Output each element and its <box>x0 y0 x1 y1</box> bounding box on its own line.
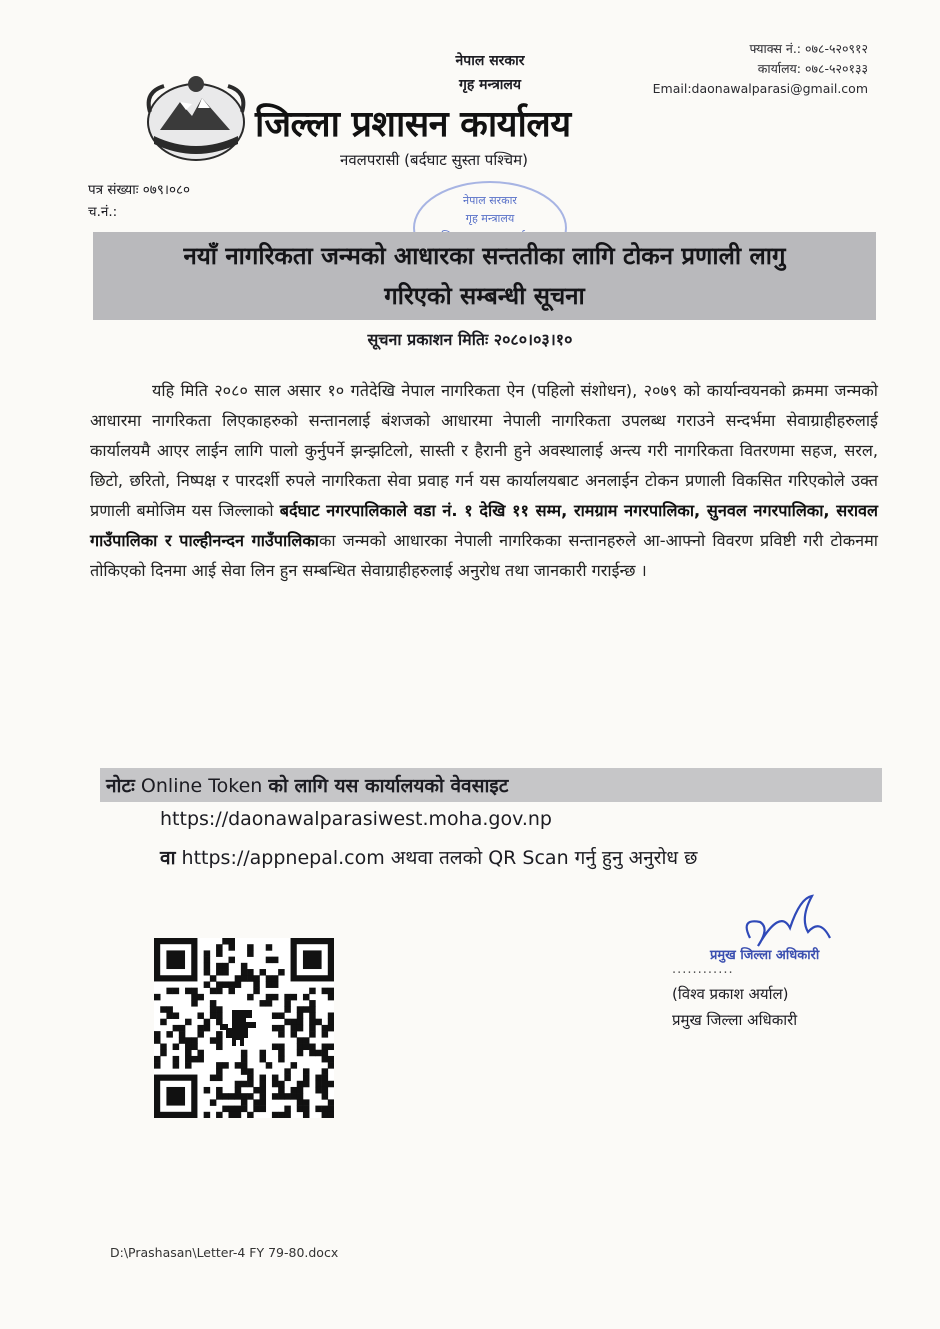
nepal-emblem-icon <box>140 72 252 164</box>
qr-code-icon[interactable] <box>154 938 334 1118</box>
publication-date: सूचना प्रकाशन मितिः २०८०।०३।१० <box>367 330 573 349</box>
body-part-1: यहि मिति २०८० साल असार १० गतेदेखि नेपाल नागरिकता ऐन (पहिलो संशोधन), २०७९ को कार्यान्वयनको क्रममा जन्मको आधारमा नागरिकता लिएकाहरुको सन्तानलाई बंशजको आधारमा नेपाली नागरिकता उपलब्ध गराउने सन्दर्भमा सेवाग्राहीहरुलाई कार्यालयमै आएर लाईन लागि पालो कुर्नुपर्ने झन्झटिलो, सास्ती र हैरानी हुने अवस्थालाई अन्त्य गरी नागरिकता वितरणमा सहज, सरल, छिटो, छरितो, निष्पक्ष र पारदर्शी रुपले नागरिकता सेवा प्रवाह गर्न यस कार्यालयबाट अनलाईन टोकन प्रणाली विकसित गरिएकोले उक्त प्रणाली बमोजिम यस जिल्लाको <box>90 381 878 520</box>
email-address: Email:daonawalparasi@gmail.com <box>652 81 868 96</box>
signature-stamp: प्रमुख जिल्ला अधिकारी <box>710 948 820 963</box>
note-text-plain: Online Token <box>134 775 269 797</box>
notice-body <box>90 376 878 586</box>
file-path: D:\Prashasan\Letter-4 FY 79-80.docx <box>110 1245 339 1260</box>
office-title: जिल्ला प्रशासन कार्यालय <box>255 104 571 145</box>
government-name: नेपाल सरकार <box>455 53 525 69</box>
headline-line-2: गरिएको सम्बन्धी सूचना <box>384 282 585 310</box>
website-link-appnepal[interactable]: https://appnepal.com अथवा तलको QR Scan गर्नु हुनु अनुरोध छ <box>175 847 698 869</box>
ministry-name: गृह मन्त्रालय <box>458 77 522 93</box>
stamp-line-2: गृह मन्त्रालय <box>465 212 515 225</box>
signatory-title: प्रमुख जिल्ला अधिकारी <box>672 1011 798 1029</box>
website-link-moha[interactable]: https://daonawalparasiwest.moha.gov.np <box>160 808 552 830</box>
letter-number: पत्र संख्याः ०७९।०८० <box>88 182 191 198</box>
headline-line-1: नयाँ नागरिकता जन्मको आधारका सन्ततीका लागि टोकन प्रणाली लागु <box>183 242 786 270</box>
note-text-bold: को लागि यस कार्यालयको वेवसाइट <box>268 775 509 797</box>
fax-number: फ्याक्स नं.: ०७८-५२०९१२ <box>749 41 868 56</box>
body-part-2: का जन्मको आधारका नेपाली नागरिकका सन्तानहरुले आ-आफ्नो विवरण प्रविष्टी गरी टोकनमा तोकिएको दिनमा आई सेवा लिन हुन सम्बन्धित सेवाग्राहीहरुलाई अनुरोध तथा जानकारी गराईन्छ । <box>90 531 878 580</box>
office-phone: कार्यालय: ०७८-५२०१३३ <box>757 61 868 76</box>
signature-dots: ............ <box>672 962 734 977</box>
or-label: वा <box>160 847 176 869</box>
dispatch-number: च.नं.: <box>88 204 118 220</box>
notice-headline <box>93 236 876 316</box>
office-address: नवलपरासी (बर्दघाट सुस्ता पश्चिम) <box>340 151 528 169</box>
note-line <box>106 773 508 799</box>
signatory-name: (विश्व प्रकाश अर्याल) <box>672 985 789 1003</box>
body-bold-municipalities: बर्दघाट नगरपालिकाले वडा नं. १ देखि ११ सम्म, रामग्राम नगरपालिका, सुनवल नगरपालिका, सरावल गाउँपालिका र पाल्हीनन्दन गाउँपालिका <box>90 501 879 550</box>
note-label: नोटः <box>106 775 135 797</box>
website-link-appnepal-line <box>160 844 697 870</box>
stamp-line-1: नेपाल सरकार <box>463 194 517 207</box>
